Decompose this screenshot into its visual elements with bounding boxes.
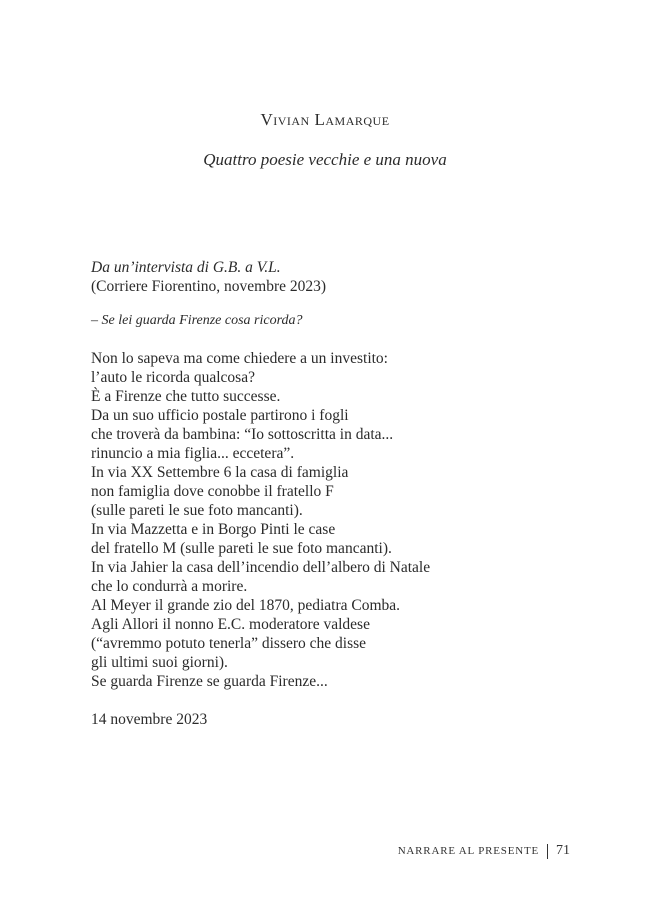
source-line-1: Da un’intervista di G.B. a V.L. — [91, 259, 281, 276]
article-body — [91, 258, 571, 729]
poem-line: (sulle pareti le sue foto mancanti). — [91, 502, 303, 519]
poem-line: Al Meyer il grande zio del 1870, pediatra Comba. — [91, 597, 401, 614]
source-line-2: (Corriere Fiorentino, novembre 2023) — [91, 278, 327, 295]
page-number: 71 — [556, 843, 570, 858]
poem-text — [91, 349, 571, 691]
poem-line: Non lo sapeva ma come chiedere a un investito: — [91, 350, 388, 367]
poem-line: del fratello M (sulle pareti le sue foto mancanti). — [91, 540, 392, 557]
page-footer — [398, 843, 570, 859]
poem-line: che troverà da bambina: “Io sottoscritta in data... — [91, 426, 394, 443]
poem-line: gli ultimi suoi giorni). — [91, 654, 228, 671]
poem-line: In via Jahier la casa dell’incendio dell’albero di Natale — [91, 559, 431, 576]
poem-date: 14 novembre 2023 — [91, 711, 208, 728]
poem-line: Se guarda Firenze se guarda Firenze... — [91, 673, 328, 690]
author-name: Vivian Lamarque — [260, 110, 390, 129]
running-head: NARRARE AL PRESENTE — [397, 845, 539, 857]
poem-line: che lo condurrà a morire. — [91, 578, 248, 595]
poem-line: Da un suo ufficio postale partirono i fogli — [91, 407, 349, 424]
spacer — [91, 691, 571, 710]
poem-line: (“avremmo potuto tenerla” dissero che disse — [91, 635, 367, 652]
spacer — [91, 330, 571, 349]
poem-line: rinuncio a mia figlia... eccetera”. — [91, 445, 295, 462]
poem-line: In via XX Settembre 6 la casa di famiglia — [91, 464, 349, 481]
poem-line: l’auto le ricorda qualcosa? — [91, 369, 255, 386]
poem-line: È a Firenze che tutto successe. — [91, 388, 281, 405]
poem-line: Agli Allori il nonno E.C. moderatore valdese — [91, 616, 370, 633]
interview-question: – Se lei guarda Firenze cosa ricorda? — [91, 313, 303, 328]
poem-collection-title: Quattro poesie vecchie e una nuova — [203, 150, 447, 169]
poem-line: In via Mazzetta e in Borgo Pinti le case — [91, 521, 336, 538]
footer-divider — [547, 844, 548, 859]
poem-line: non famiglia dove conobbe il fratello F — [91, 483, 334, 500]
spacer — [91, 296, 571, 311]
